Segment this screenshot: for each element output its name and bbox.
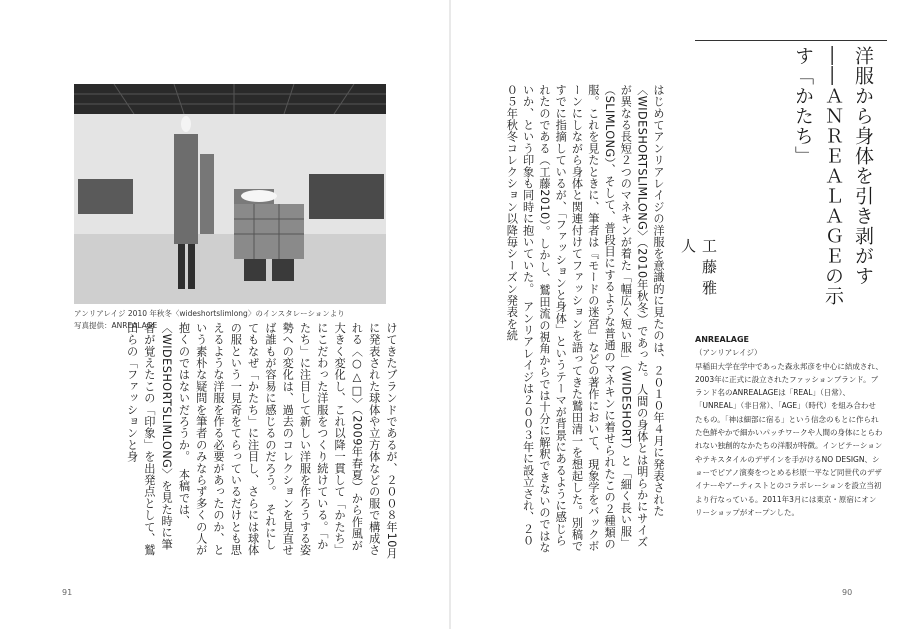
page-number-right: 90 xyxy=(842,588,853,597)
photo-credit: 写真提供：ANREALAGE xyxy=(74,321,158,330)
body-text-left: けてきたブランドであるが、２００８年10月に発表された球体や立方体などの服で構成される〈○△□〉（2009年春夏）から作風が大きく変化し、これ以降一貫して「かたち」にこだわった洋服をつくり続けている。「かたち」に注目して新しい洋服を作ろうする姿勢への変化は、過去のコレクションを見直せば誰もが容易に感じるのだろう。 それにしてもなぜ「かたち」に注目し、さらには球体の服という一見奇をてらっているだけとも思えるような洋服を作る必要があったのか、という素朴な疑問を筆者のみならず多くの人が抱くのではないだろうか。 本稿では、〈WIDESHORTSLIMLONG〉を見た時に筆者が覚えたこの「印象」を出発点として、鷲田らの「ファッションと身 xyxy=(125,322,398,560)
brand-profile xyxy=(695,333,883,519)
photo-image xyxy=(74,84,386,304)
photo-caption: アンリアレイジ 2010 年秋冬〈wideshortslimlong〉のインスタレーションより xyxy=(74,309,345,318)
page-number-left: 91 xyxy=(62,588,73,597)
installation-photo xyxy=(74,84,386,304)
article-author: 工藤雅人 xyxy=(679,238,718,301)
body-text-right: はじめてアンリアレイジの洋服を意識的に見たのは、２０１０年４月に発表された〈WIDESHORTSLIMLONG〉（2010年秋冬）であった。人間の身体とは明らかにサイズが異なる長短２つのマネキンが着た「幅広く短い服」（WIDESHORT）と「細く長い服」（SLIMLONG）、そして、普段目にするような普通のマネキンに着せられたこの２種類の服。これを見たときに、筆者は『モードの迷宮』などの著作において、現象学をバックボーンにしながら身体と関連付けてファッションを語ってきた鷲田清一を想起した。別稿ですでに指摘しているが、「ファッションと身体」というテーマが背景にあるように感じられたのである（工藤2010）。しかし、鷲田流の視角からでは十分に解釈できないのではないか、という印象も同時に抱いていた。 アンリアレイジは２００３年に設立され、２００５年秋冬コレクション以降毎シーズン発表を続 xyxy=(505,84,665,554)
profile-text: 早稲田大学在学中であった森永邦彦を中心に結成され、2003年に正式に設立されたファッションブランド。ブランド名のANREALAGEは「REAL」（日常）、「UNREAL」（非日常）、「AGE」（時代）を組み合わせたもの。「神は細部に宿る」という信念のもとに作られた色鮮やかで細かいパッチワークや人間の身体にとらわれない独創的なかたちの洋服が特徴。インビテーションやテキスタイルのデザインを手がけるNO DESIGN、ショーでピアノ演奏をつとめる杉原一平など同世代のデザイナーやアーティストとのコラボレーションを設立当初より行なっている。2011年3月には東京・原宿にオンリーショップがオープンした。 xyxy=(695,361,883,517)
profile-kana: （アンリアレイジ） xyxy=(695,348,762,358)
page-gutter xyxy=(449,0,451,629)
article-title: 洋服から身体を引き剥がす――ＡＮＲＥＡＬＡＧＥの示す「かたち」 xyxy=(792,46,874,306)
profile-name: ANREALAGE xyxy=(695,335,750,344)
header-rule xyxy=(695,40,887,41)
